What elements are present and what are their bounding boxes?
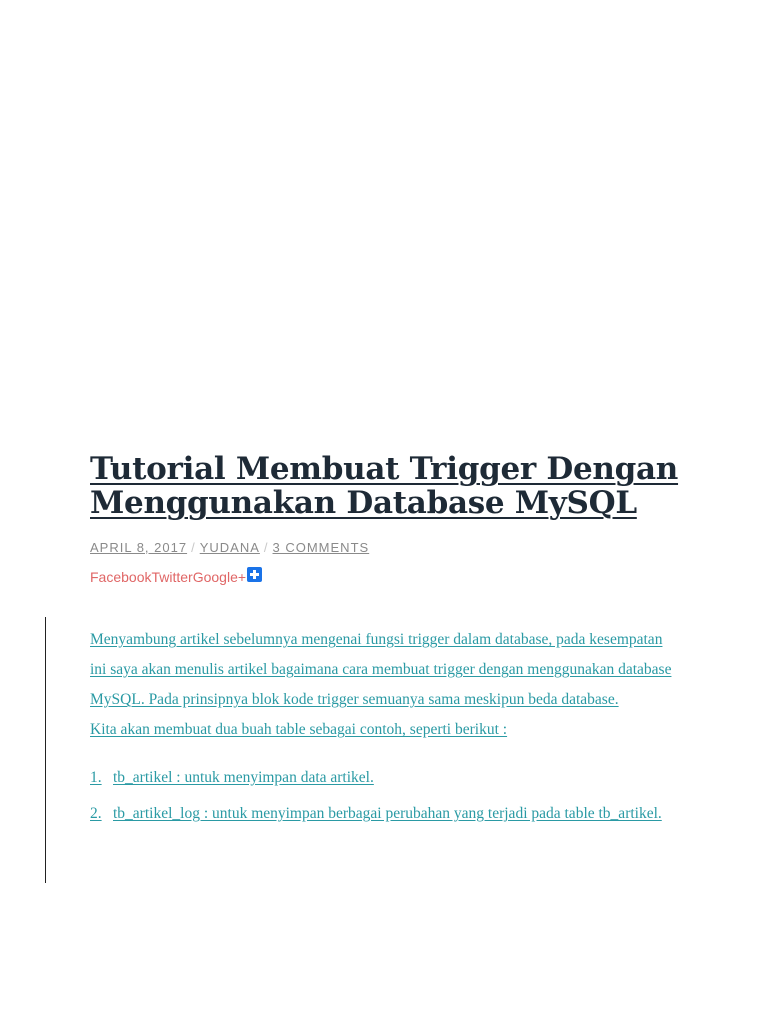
post-date-link[interactable]: APRIL 8, 2017 — [90, 540, 188, 555]
post-comments-link[interactable]: 3 COMMENTS — [272, 540, 370, 555]
meta-separator: / — [191, 540, 196, 555]
plus-square-icon[interactable] — [247, 567, 262, 582]
article-header — [90, 452, 680, 585]
share-buttons — [90, 569, 680, 585]
meta-separator: / — [263, 540, 269, 555]
article-title-link[interactable]: Tutorial Membuat Trigger Dengan Menggunakan Database MySQL — [90, 451, 679, 521]
list-item-number: 1. — [90, 769, 102, 786]
lead-text[interactable]: Kita akan membuat dua buah table sebagai contoh, seperti berikut : — [90, 721, 508, 738]
post-meta — [90, 540, 680, 555]
list-item — [90, 799, 680, 829]
list-item-text[interactable]: tb_artikel_log : untuk menyimpan berbagai perubahan yang terjadi pada table tb_artikel. — [113, 805, 662, 822]
intro-text[interactable]: Menyambung artikel sebelumnya mengenai fungsi trigger dalam database, pada kesempatan ini saya akan menulis artikel bagaimana cara membuat trigger dengan menggunakan database MySQL. Pada prinsipnya blok kode trigger semuanya sama meskipun beda database. — [90, 631, 672, 708]
list-item — [90, 763, 680, 793]
share-google-link[interactable]: Google+ — [192, 569, 247, 585]
text-cursor-bar — [45, 617, 46, 883]
intro-paragraph — [90, 625, 680, 745]
list-item-number: 2. — [90, 805, 102, 822]
list-item-text[interactable]: tb_artikel : untuk menyimpan data artikel. — [113, 769, 374, 786]
share-twitter-link[interactable]: Twitter — [151, 569, 193, 585]
article-body — [90, 625, 680, 835]
post-author-link[interactable]: YUDANA — [199, 540, 260, 555]
share-facebook-link[interactable]: Facebook — [90, 569, 152, 585]
table-list — [90, 763, 680, 829]
